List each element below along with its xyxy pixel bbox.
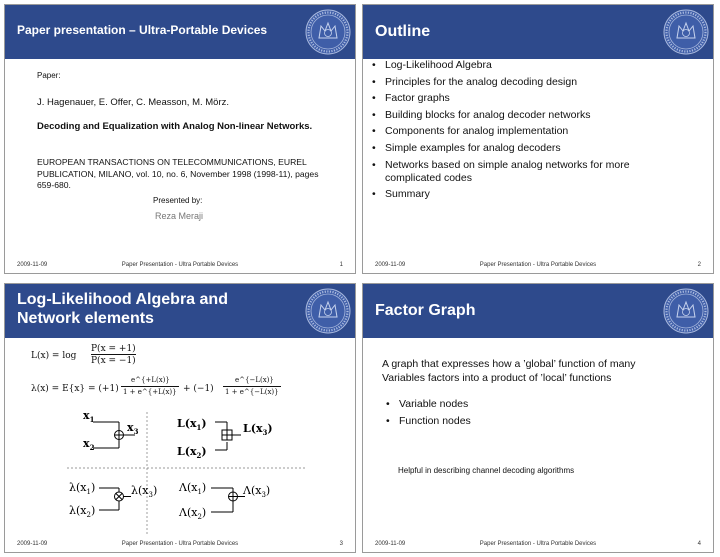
node-type-list	[383, 398, 663, 431]
slide-title: Outline	[375, 23, 431, 40]
slide-footer	[5, 257, 355, 273]
paper-title: Decoding and Equalization with Analog Non-linear Networks.	[37, 121, 313, 132]
page-number: 1	[339, 262, 343, 268]
factor-graph-definition: A graph that expresses how a ’global’ function of many Variables factors into a product of ’local’ functions	[382, 358, 636, 384]
slide-1	[4, 4, 356, 274]
label-Lambda-x3: $\Lambda(x_3)$	[243, 484, 271, 499]
footer-date: 2009-11-09	[17, 541, 48, 547]
label-lambda-x2: $\lambda(x_2)$	[69, 504, 96, 519]
list-item: • Summary	[369, 188, 669, 201]
list-item: • Log-Likelihood Algebra	[369, 59, 669, 72]
footer-caption: Paper Presentation - Ultra Portable Devices	[479, 541, 597, 547]
slide-title-line-1: Log-Likelihood Algebra and	[17, 291, 228, 308]
boxplus-node	[215, 422, 241, 450]
outline-list	[369, 59, 669, 205]
slide-footer	[363, 257, 713, 273]
slide-header	[363, 5, 713, 59]
footer-date: 2009-11-09	[375, 541, 406, 547]
slide-footer	[363, 536, 713, 552]
label-Lambda-x2: $\Lambda(x_2)$	[179, 506, 207, 521]
plus-node	[211, 488, 245, 512]
label-L-x2: $L(x_2)$	[177, 445, 207, 460]
slide-2	[362, 4, 714, 274]
footer-caption: Paper Presentation - Ultra Portable Devices	[121, 541, 239, 547]
list-item: • Simple examples for analog decoders	[369, 142, 669, 155]
footer-date: 2009-11-09	[375, 262, 406, 268]
multiply-node	[99, 488, 131, 510]
label-x2: $x_2$	[83, 437, 95, 452]
list-item: • Components for analog implementation	[369, 125, 669, 138]
paper-authors: J. Hagenauer, E. Offer, C. Measson, M. Mörz.	[37, 97, 230, 108]
slide-title: Factor Graph	[375, 302, 476, 319]
slide-header	[363, 284, 713, 338]
slide-3: Log-Likelihood Algebra and Network elements L(x) = log P(x = +1) P(x = −1) λ(x) = E{x} = (+1) e^{+L(x)} 1 + e^{+L(x)} + (−1) e^{−L(x)} 1 + e^{−L(x)} $x_1$ $x_2$ $x_3$ $L(x_1)$ $L(x_2)$ $L(x_3)$ $\lambda(x_1)$ $\lambda(x_2)$ $\lambda(x_3)$ $\Lambda(x_1)$ $\Lambda(x_2)$ $\Lambda(x_3)$ 2009-11-09 Paper Presentation - Ultra Portable Devices 3	[4, 283, 356, 553]
university-seal-icon	[663, 9, 709, 55]
slide-title-line-2: Network elements	[17, 310, 154, 327]
label-Lambda-x1: $\Lambda(x_1)$	[179, 481, 207, 496]
footer-date: 2009-11-09	[17, 262, 48, 268]
network-elements-diagram	[5, 284, 356, 553]
paper-label: Paper:	[37, 71, 61, 80]
list-item: • Function nodes	[383, 415, 663, 428]
slide-4	[362, 283, 714, 553]
slide-header	[5, 5, 355, 59]
footer-caption: Paper Presentation - Ultra Portable Devices	[121, 262, 239, 268]
list-item: • Variable nodes	[383, 398, 663, 411]
factor-graph-note: Helpful in describing channel decoding algorithms	[398, 466, 575, 475]
university-seal-icon	[305, 9, 351, 55]
list-item: • Building blocks for analog decoder networks	[369, 109, 669, 122]
label-L-x1: $L(x_1)$	[177, 417, 207, 432]
slide-footer	[5, 536, 355, 552]
label-x3: $x_3$	[127, 421, 139, 436]
label-lambda-x3: $\lambda(x_3)$	[131, 484, 158, 499]
university-seal-icon	[663, 288, 709, 334]
page-number: 2	[697, 262, 701, 268]
label-L-x3: $L(x_3)$	[243, 422, 273, 437]
presenter-name: Reza Meraji	[155, 211, 204, 221]
presented-by-label: Presented by:	[153, 196, 203, 205]
slide-title: Paper presentation – Ultra-Portable Devices	[17, 23, 268, 37]
list-item: • Networks based on simple analog networks for more complicated codes	[369, 159, 669, 185]
list-item: • Principles for the analog decoding design	[369, 76, 669, 89]
paper-journal: EUROPEAN TRANSACTIONS ON TELECOMMUNICATIONS, EUREL PUBLICATION, MILANO, vol. 10, no. 6, November 1998 (1998-11), pages 659-680.	[37, 157, 319, 190]
page-number: 4	[697, 541, 701, 547]
label-lambda-x1: $\lambda(x_1)$	[69, 481, 96, 496]
label-x1: $x_1$	[83, 409, 95, 424]
footer-caption: Paper Presentation - Ultra Portable Devices	[479, 262, 597, 268]
page-number: 3	[339, 541, 343, 547]
list-item: • Factor graphs	[369, 92, 669, 105]
